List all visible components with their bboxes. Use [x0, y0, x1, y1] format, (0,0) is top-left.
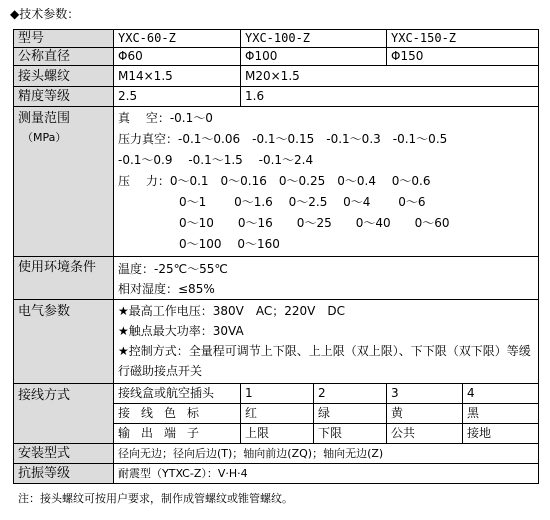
value-model-100: YXC-100-Z [241, 30, 387, 48]
label-diameter: 公称直径 [14, 48, 114, 66]
value-thread-100-150: M20×1.5 [241, 66, 539, 87]
wiring-color-3: 黄 [387, 404, 463, 424]
mounting-value: 径向无边；径向后边(T)；轴向前边(ZQ)；轴向无边(Z) [114, 444, 539, 464]
range-line-vacuum: 真 空：-0.1～0 [118, 111, 213, 125]
electrical-control: ★控制方式：全量程可调节上下限、上上限（双上限）、下下限（双下限）等缓行磁助接点开关 [118, 344, 531, 378]
range-line-compound-2: -0.1～0.9 -0.1～1.5 -0.1～2.4 [118, 153, 314, 167]
wiring-num-3: 3 [387, 384, 463, 404]
wiring-color-label: 接线色标 [114, 404, 241, 424]
label-mounting: 安装型式 [14, 444, 114, 464]
wiring-num-1: 1 [241, 384, 314, 404]
range-label: 测量范围 [18, 111, 71, 126]
label-range [14, 107, 114, 257]
wiring-color-4: 黑 [463, 404, 539, 424]
wiring-num-2: 2 [314, 384, 387, 404]
wiring-terminal-4: 接地 [463, 424, 539, 444]
wiring-terminal-1: 上限 [241, 424, 314, 444]
wiring-num-4: 4 [463, 384, 539, 404]
environment-values [114, 257, 539, 300]
row-range [14, 107, 539, 257]
range-line-compound: 压力真空：-0.1～0.06 -0.1～0.15 -0.1～0.3 -0.1～0.5 [118, 132, 448, 146]
wiring-terminal-2: 下限 [314, 424, 387, 444]
value-diameter-100: Φ100 [241, 48, 387, 66]
value-diameter-60: Φ60 [114, 48, 241, 66]
range-line-pressure-3: 0～10 0～16 0～25 0～40 0～60 [179, 216, 450, 230]
vibration-value: 耐震型（YTXC-Z）：V·H·4 [114, 464, 539, 484]
spec-table [13, 29, 539, 484]
electrical-voltage: ★最高工作电压：380V AC；220V DC [118, 304, 345, 318]
value-accuracy-100-150: 1.6 [241, 87, 539, 107]
label-model: 型号 [14, 30, 114, 48]
label-environment: 使用环境条件 [14, 257, 114, 300]
section-title: ◆技术参数： [10, 7, 80, 21]
environment-temperature: 温度：-25℃～55℃ [118, 262, 228, 276]
value-diameter-150: Φ150 [387, 48, 539, 66]
wiring-color-2: 绿 [314, 404, 387, 424]
environment-humidity: 相对湿度：≤85% [118, 282, 215, 296]
value-accuracy-60: 2.5 [114, 87, 241, 107]
label-accuracy: 精度等级 [14, 87, 114, 107]
wiring-header: 接线盒或航空插头 [114, 384, 241, 404]
electrical-power: ★触点最大功率：30VA [118, 324, 244, 338]
wiring-color-1: 红 [241, 404, 314, 424]
row-vibration [14, 464, 539, 484]
row-diameter [14, 48, 539, 66]
label-wiring: 接线方式 [14, 384, 114, 444]
row-electrical [14, 300, 539, 384]
row-environment [14, 257, 539, 300]
label-vibration: 抗振等级 [14, 464, 114, 484]
footnote: 注：接头螺纹可按用户要求，制作成管螺纹或锥管螺纹。 [18, 492, 293, 505]
range-unit: （MPa） [22, 131, 67, 144]
label-electrical: 电气参数 [14, 300, 114, 384]
range-line-pressure-2: 0～1 0～1.6 0～2.5 0～4 0～6 [179, 195, 426, 209]
label-thread: 接头螺纹 [14, 66, 114, 87]
range-line-pressure-4: 0～100 0～160 [179, 237, 280, 251]
row-mounting [14, 444, 539, 464]
row-accuracy [14, 87, 539, 107]
value-model-150: YXC-150-Z [387, 30, 539, 48]
range-values [114, 107, 539, 257]
row-wiring-header [14, 384, 539, 404]
value-thread-60: M14×1.5 [114, 66, 241, 87]
row-thread [14, 66, 539, 87]
wiring-terminal-3: 公共 [387, 424, 463, 444]
wiring-terminal-label: 输出端子 [114, 424, 241, 444]
electrical-values [114, 300, 539, 384]
row-model [14, 30, 539, 48]
value-model-60: YXC-60-Z [114, 30, 241, 48]
range-line-pressure: 压 力：0～0.1 0～0.16 0～0.25 0～0.4 0～0.6 [118, 174, 431, 188]
